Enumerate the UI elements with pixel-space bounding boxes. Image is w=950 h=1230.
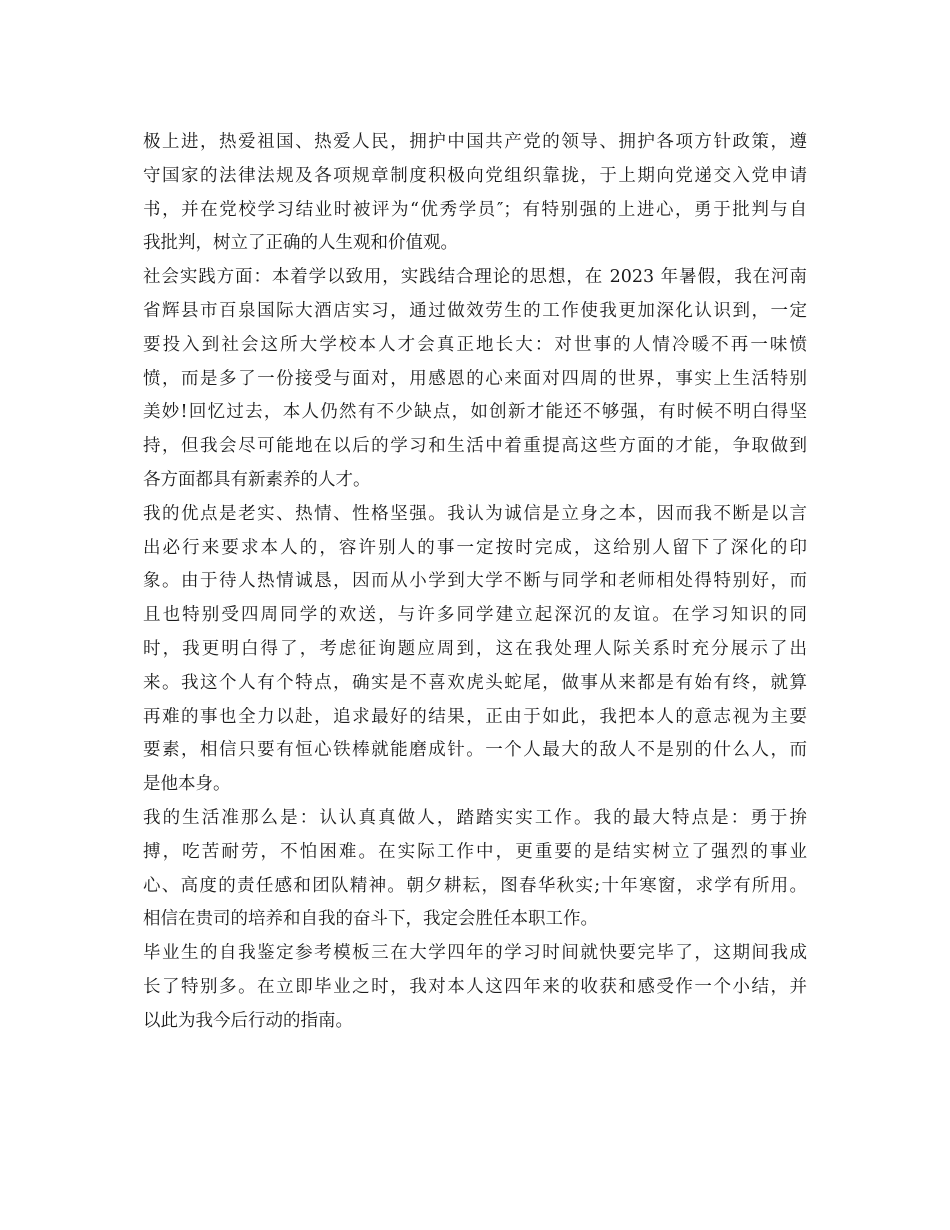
text-line: 再难的事也全力以赴，追求最好的结果，正由于如此，我把本人的意志视为主要 [143,706,807,727]
text-line: 极上进，热爱祖国、热爱人民，拥护中国共产党的领导、拥护各项方针政策，遵 [143,132,807,152]
document-body [143,126,807,1039]
text-line: 相信在贵司的培养和自我的奋斗下，我定会胜任本职工作。 [143,909,598,930]
text-line: 省辉县市百泉国际大酒店实习，通过做效劳生的工作使我更加深化认识到，一定 [143,300,807,321]
text-line: 来。我这个人有个特点，确实是不喜欢虎头蛇尾，做事从来都是有始有终，就算 [143,672,807,693]
text-line: 我的优点是老实、热情、性格坚强。我认为诚信是立身之本，因而我不断是以言 [143,503,807,524]
text-line: 我的生活准那么是：认认真真做人，踏踏实实工作。我的最大特点是：勇于拚 [143,807,807,828]
text-line: 以此为我今后行动的指南。 [143,1010,353,1031]
text-line: 持，但我会尽可能地在以后的学习和生活中着重提高这些方面的才能，争取做到 [143,436,807,457]
text-line: 心、高度的责任感和团队精神。朝夕耕耘，图春华秋实;十年寒窗，求学有所用。 [143,875,807,896]
text-line: 要素，相信只要有恒心铁棒就能磨成针。一个人最大的敌人不是别的什么人，而 [143,740,807,761]
text-line: 书，并在党校学习结业时被评为“优秀学员″；有特别强的上进心，勇于批判与自 [143,199,807,220]
text-line: 时，我更明白得了，考虑征询题应周到，这在我处理人际关系时充分展示了出 [143,638,807,659]
text-line: 象。由于待人热情诚恳，因而从小学到大学不断与同学和老师相处得特别好，而 [143,571,807,592]
text-line: 长了特别多。在立即毕业之时，我对本人这四年来的收获和感受作一个小结，并 [143,976,807,997]
text-line: 美妙!回忆过去，本人仍然有不少缺点，如创新才能还不够强，有时候不明白得坚 [143,402,807,423]
text-line: 各方面都具有新素养的人才。 [143,469,371,490]
text-line: 且也特别受四周同学的欢送，与许多同学建立起深沉的友谊。在学习知识的同 [143,605,807,626]
text-line: 愤，而是多了一份接受与面对，用感恩的心来面对四周的世界，事实上生活特别 [143,368,807,389]
text-line: 社会实践方面：本着学以致用，实践结合理论的思想，在 2023 年暑假，我在河南 [143,267,807,288]
text-line: 是他本身。 [143,774,231,795]
text-line: 出必行来要求本人的，容许别人的事一定按时完成，这给别人留下了深化的印 [143,537,807,558]
text-line: 守国家的法律法规及各项规章制度积极向党组织靠拢，于上期向党递交入党申请 [143,165,807,186]
text-line: 我批判，树立了正确的人生观和价值观。 [143,233,458,254]
text-line: 毕业生的自我鉴定参考模板三在大学四年的学习时间就快要完毕了，这期间我成 [143,943,807,964]
text-line: 要投入到社会这所大学校本人才会真正地长大：对世事的人情冷暖不再一味愤 [143,334,807,355]
text-line: 搏，吃苦耐劳，不怕困难。在实际工作中，更重要的是结实树立了强烈的事业 [143,841,807,862]
